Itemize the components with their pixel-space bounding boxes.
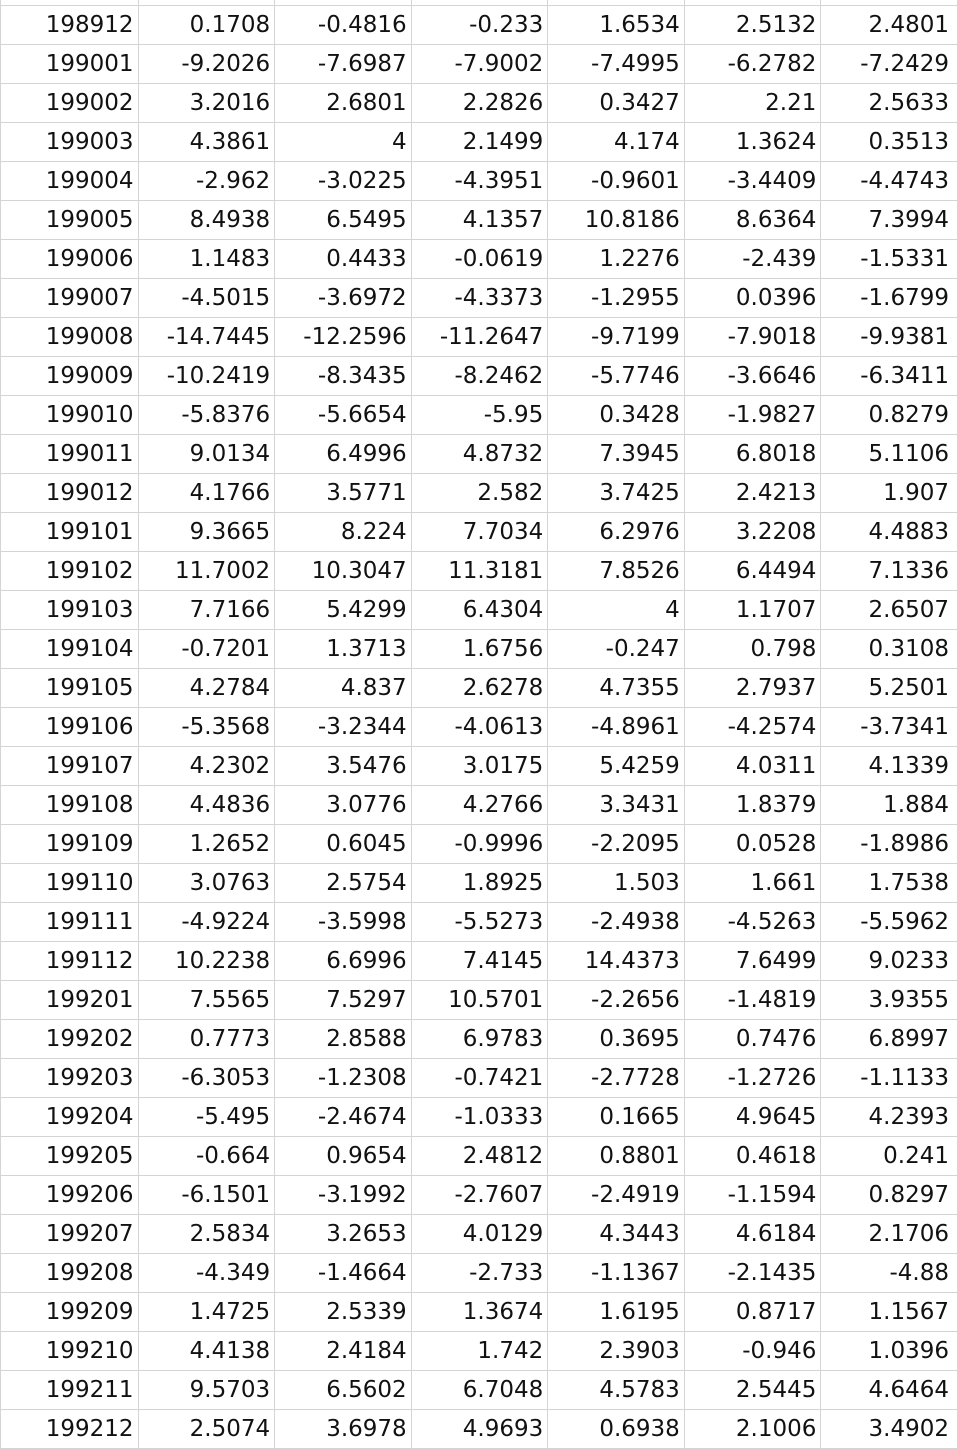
date-cell[interactable]: 199010	[1, 395, 139, 434]
table-row	[1, 1019, 958, 1058]
value-cell[interactable]: 0.7773	[138, 1019, 275, 1058]
date-cell[interactable]: 199111	[1, 902, 139, 941]
value-cell[interactable]: 1.907	[821, 473, 958, 512]
value-cell[interactable]: -11.2647	[411, 317, 548, 356]
date-cell[interactable]: 199003	[1, 122, 139, 161]
value-cell[interactable]: 1.2276	[548, 239, 685, 278]
value-cell[interactable]: 1.3674	[411, 1292, 548, 1331]
value-cell[interactable]: 2.6801	[275, 83, 412, 122]
date-cell[interactable]: 199211	[1, 1370, 139, 1409]
value-cell[interactable]: -1.4664	[275, 1253, 412, 1292]
value-cell[interactable]: 11.7002	[138, 551, 275, 590]
value-cell[interactable]: 6.5602	[275, 1370, 412, 1409]
value-cell[interactable]: -6.2782	[684, 44, 821, 83]
value-cell[interactable]: 2.5633	[821, 83, 958, 122]
value-cell[interactable]: 4.2784	[138, 668, 275, 707]
value-cell[interactable]: 3.0763	[138, 863, 275, 902]
value-cell[interactable]: -3.4409	[684, 161, 821, 200]
value-cell[interactable]: -4.0613	[411, 707, 548, 746]
value-cell[interactable]: 4.1766	[138, 473, 275, 512]
table-row	[1, 1214, 958, 1253]
value-cell[interactable]: 0.6045	[275, 824, 412, 863]
value-cell[interactable]: 0.3695	[548, 1019, 685, 1058]
value-cell[interactable]: -8.3435	[275, 356, 412, 395]
value-cell[interactable]: 2.1006	[684, 1409, 821, 1448]
value-cell[interactable]: 4.0129	[411, 1214, 548, 1253]
table-row	[1, 1331, 958, 1370]
value-cell[interactable]: 4.837	[275, 668, 412, 707]
value-cell[interactable]: 4.4138	[138, 1331, 275, 1370]
value-cell[interactable]: 1.3624	[684, 122, 821, 161]
value-cell[interactable]: -8.2462	[411, 356, 548, 395]
value-cell[interactable]: 3.0776	[275, 785, 412, 824]
value-cell[interactable]: 3.2016	[138, 83, 275, 122]
date-cell[interactable]: 199206	[1, 1175, 139, 1214]
date-cell[interactable]: 199110	[1, 863, 139, 902]
value-cell[interactable]: 1.1567	[821, 1292, 958, 1331]
table-row	[1, 902, 958, 941]
value-cell[interactable]: 9.3665	[138, 512, 275, 551]
value-cell[interactable]: -7.9018	[684, 317, 821, 356]
value-cell[interactable]: -1.2726	[684, 1058, 821, 1097]
value-cell[interactable]: -0.0619	[411, 239, 548, 278]
value-cell[interactable]: 0.8279	[821, 395, 958, 434]
value-cell[interactable]: 7.7166	[138, 590, 275, 629]
table-row	[1, 512, 958, 551]
value-cell[interactable]: -1.5331	[821, 239, 958, 278]
value-cell[interactable]: -5.7746	[548, 356, 685, 395]
value-cell[interactable]: 9.0134	[138, 434, 275, 473]
value-cell[interactable]: 0.3513	[821, 122, 958, 161]
table-row	[1, 356, 958, 395]
value-cell[interactable]: -0.9996	[411, 824, 548, 863]
table-row	[1, 785, 958, 824]
value-cell[interactable]: 0.1708	[138, 5, 275, 44]
value-cell[interactable]: 4.8732	[411, 434, 548, 473]
value-cell[interactable]: 1.7538	[821, 863, 958, 902]
value-cell[interactable]: -0.946	[684, 1331, 821, 1370]
date-cell[interactable]: 199011	[1, 434, 139, 473]
value-cell[interactable]: -9.2026	[138, 44, 275, 83]
table-row	[1, 317, 958, 356]
date-cell[interactable]: 199212	[1, 1409, 139, 1448]
value-cell[interactable]: 0.6938	[548, 1409, 685, 1448]
value-cell[interactable]: 2.4801	[821, 5, 958, 44]
value-cell[interactable]: 6.9783	[411, 1019, 548, 1058]
value-cell[interactable]: 6.4304	[411, 590, 548, 629]
value-cell[interactable]: 7.3994	[821, 200, 958, 239]
value-cell[interactable]: 4.6464	[821, 1370, 958, 1409]
value-cell[interactable]: 2.5339	[275, 1292, 412, 1331]
date-cell[interactable]: 199001	[1, 44, 139, 83]
date-cell[interactable]: 199108	[1, 785, 139, 824]
table-row	[1, 473, 958, 512]
value-cell[interactable]: -2.439	[684, 239, 821, 278]
value-cell[interactable]: 2.4184	[275, 1331, 412, 1370]
value-cell[interactable]: 4.1339	[821, 746, 958, 785]
date-cell[interactable]: 199012	[1, 473, 139, 512]
value-cell[interactable]: 0.0528	[684, 824, 821, 863]
value-cell[interactable]: -2.4919	[548, 1175, 685, 1214]
table-row	[1, 863, 958, 902]
value-cell[interactable]: 3.4902	[821, 1409, 958, 1448]
value-cell[interactable]: 6.6996	[275, 941, 412, 980]
value-cell[interactable]: -5.8376	[138, 395, 275, 434]
value-cell[interactable]: 4.0311	[684, 746, 821, 785]
value-cell[interactable]: 2.582	[411, 473, 548, 512]
value-cell[interactable]: 4.9645	[684, 1097, 821, 1136]
value-cell[interactable]: 4	[548, 590, 685, 629]
value-cell[interactable]: -2.2095	[548, 824, 685, 863]
value-cell[interactable]: -5.5273	[411, 902, 548, 941]
value-cell[interactable]: -5.6654	[275, 395, 412, 434]
value-cell[interactable]: 4.4883	[821, 512, 958, 551]
value-cell[interactable]: 6.7048	[411, 1370, 548, 1409]
value-cell[interactable]: -5.3568	[138, 707, 275, 746]
date-cell[interactable]: 199102	[1, 551, 139, 590]
value-cell[interactable]: -1.2308	[275, 1058, 412, 1097]
value-cell[interactable]: 0.798	[684, 629, 821, 668]
value-cell[interactable]: -3.0225	[275, 161, 412, 200]
date-cell[interactable]: 199106	[1, 707, 139, 746]
value-cell[interactable]: -0.664	[138, 1136, 275, 1175]
table-row	[1, 1097, 958, 1136]
value-cell[interactable]: 0.4433	[275, 239, 412, 278]
value-cell[interactable]: 5.4299	[275, 590, 412, 629]
table-row	[1, 5, 958, 44]
value-cell[interactable]: -6.3053	[138, 1058, 275, 1097]
value-cell[interactable]: 2.1706	[821, 1214, 958, 1253]
grid-body	[1, 0, 958, 1448]
value-cell[interactable]: 4.3861	[138, 122, 275, 161]
value-cell[interactable]: -3.6646	[684, 356, 821, 395]
value-cell[interactable]: 2.4213	[684, 473, 821, 512]
value-cell[interactable]: -4.4743	[821, 161, 958, 200]
value-cell[interactable]: 10.2238	[138, 941, 275, 980]
value-cell[interactable]: 5.2501	[821, 668, 958, 707]
value-cell[interactable]: 2.5132	[684, 5, 821, 44]
value-cell[interactable]: 0.3108	[821, 629, 958, 668]
value-cell[interactable]: 14.4373	[548, 941, 685, 980]
table-row	[1, 1409, 958, 1448]
date-cell[interactable]: 199005	[1, 200, 139, 239]
value-cell[interactable]: 6.8997	[821, 1019, 958, 1058]
value-cell[interactable]: 3.2208	[684, 512, 821, 551]
value-cell[interactable]: 0.3428	[548, 395, 685, 434]
date-cell[interactable]: 199209	[1, 1292, 139, 1331]
value-cell[interactable]: -2.733	[411, 1253, 548, 1292]
value-cell[interactable]: 6.8018	[684, 434, 821, 473]
value-cell[interactable]: 3.0175	[411, 746, 548, 785]
table-row	[1, 122, 958, 161]
value-cell[interactable]: -2.4938	[548, 902, 685, 941]
value-cell[interactable]: 4.9693	[411, 1409, 548, 1448]
table-row	[1, 590, 958, 629]
value-cell[interactable]: 3.6978	[275, 1409, 412, 1448]
value-cell[interactable]: 11.3181	[411, 551, 548, 590]
value-cell[interactable]: 0.4618	[684, 1136, 821, 1175]
date-cell[interactable]: 199205	[1, 1136, 139, 1175]
value-cell[interactable]: 0.3427	[548, 83, 685, 122]
value-cell[interactable]: 10.3047	[275, 551, 412, 590]
value-cell[interactable]: 1.742	[411, 1331, 548, 1370]
value-cell[interactable]: 5.1106	[821, 434, 958, 473]
date-cell[interactable]: 198912	[1, 5, 139, 44]
value-cell[interactable]: 1.1483	[138, 239, 275, 278]
date-cell[interactable]: 199204	[1, 1097, 139, 1136]
date-cell[interactable]: 199105	[1, 668, 139, 707]
value-cell[interactable]: -2.1435	[684, 1253, 821, 1292]
value-cell[interactable]: 4.6184	[684, 1214, 821, 1253]
value-cell[interactable]: 4.174	[548, 122, 685, 161]
value-cell[interactable]: 2.8588	[275, 1019, 412, 1058]
value-cell[interactable]: 2.5834	[138, 1214, 275, 1253]
date-cell[interactable]: 199004	[1, 161, 139, 200]
table-row	[1, 1292, 958, 1331]
value-cell[interactable]: 1.8925	[411, 863, 548, 902]
value-cell[interactable]: -6.3411	[821, 356, 958, 395]
value-cell[interactable]: 7.8526	[548, 551, 685, 590]
value-cell[interactable]: 1.884	[821, 785, 958, 824]
value-cell[interactable]: 2.2826	[411, 83, 548, 122]
value-cell[interactable]: -4.5015	[138, 278, 275, 317]
value-cell[interactable]: -12.2596	[275, 317, 412, 356]
value-cell[interactable]: 2.6507	[821, 590, 958, 629]
value-cell[interactable]: -3.1992	[275, 1175, 412, 1214]
table-row	[1, 395, 958, 434]
value-cell[interactable]: -0.7421	[411, 1058, 548, 1097]
value-cell[interactable]: 7.7034	[411, 512, 548, 551]
value-cell[interactable]: 0.8801	[548, 1136, 685, 1175]
value-cell[interactable]: -1.2955	[548, 278, 685, 317]
value-cell[interactable]: 1.1707	[684, 590, 821, 629]
value-cell[interactable]: -0.247	[548, 629, 685, 668]
table-row	[1, 668, 958, 707]
date-cell[interactable]: 199006	[1, 239, 139, 278]
value-cell[interactable]: -7.4995	[548, 44, 685, 83]
value-cell[interactable]: 2.7937	[684, 668, 821, 707]
value-cell[interactable]: -9.7199	[548, 317, 685, 356]
value-cell[interactable]: 4.2766	[411, 785, 548, 824]
value-cell[interactable]: 0.0396	[684, 278, 821, 317]
value-cell[interactable]: 1.0396	[821, 1331, 958, 1370]
value-cell[interactable]: 0.7476	[684, 1019, 821, 1058]
date-cell[interactable]: 199103	[1, 590, 139, 629]
value-cell[interactable]: -1.1594	[684, 1175, 821, 1214]
date-cell[interactable]: 199208	[1, 1253, 139, 1292]
value-cell[interactable]: -1.1133	[821, 1058, 958, 1097]
value-cell[interactable]: 4.2393	[821, 1097, 958, 1136]
table-row	[1, 200, 958, 239]
value-cell[interactable]: 4	[275, 122, 412, 161]
date-cell[interactable]: 199104	[1, 629, 139, 668]
value-cell[interactable]: -3.7341	[821, 707, 958, 746]
date-cell[interactable]: 199203	[1, 1058, 139, 1097]
value-cell[interactable]: -4.9224	[138, 902, 275, 941]
date-cell[interactable]: 199207	[1, 1214, 139, 1253]
value-cell[interactable]: 2.21	[684, 83, 821, 122]
value-cell[interactable]: -2.4674	[275, 1097, 412, 1136]
value-cell[interactable]: 0.241	[821, 1136, 958, 1175]
value-cell[interactable]: 4.5783	[548, 1370, 685, 1409]
value-cell[interactable]: -4.5263	[684, 902, 821, 941]
value-cell[interactable]: 7.6499	[684, 941, 821, 980]
value-cell[interactable]: -2.7607	[411, 1175, 548, 1214]
value-cell[interactable]: -0.9601	[548, 161, 685, 200]
value-cell[interactable]: 2.3903	[548, 1331, 685, 1370]
value-cell[interactable]: 7.1336	[821, 551, 958, 590]
value-cell[interactable]: 8.4938	[138, 200, 275, 239]
value-cell[interactable]: -9.9381	[821, 317, 958, 356]
value-cell[interactable]: -4.2574	[684, 707, 821, 746]
value-cell[interactable]: -0.7201	[138, 629, 275, 668]
table-row	[1, 1058, 958, 1097]
value-cell[interactable]: -4.3373	[411, 278, 548, 317]
value-cell[interactable]: -4.8961	[548, 707, 685, 746]
value-cell[interactable]: 1.6756	[411, 629, 548, 668]
table-row	[1, 980, 958, 1019]
value-cell[interactable]: 6.4494	[684, 551, 821, 590]
date-cell[interactable]: 199210	[1, 1331, 139, 1370]
value-cell[interactable]: 2.5754	[275, 863, 412, 902]
value-cell[interactable]: 2.1499	[411, 122, 548, 161]
table-row	[1, 1136, 958, 1175]
date-cell[interactable]: 199201	[1, 980, 139, 1019]
value-cell[interactable]: -1.0333	[411, 1097, 548, 1136]
value-cell[interactable]: -1.6799	[821, 278, 958, 317]
value-cell[interactable]: -3.2344	[275, 707, 412, 746]
value-cell[interactable]: 1.8379	[684, 785, 821, 824]
table-row	[1, 1253, 958, 1292]
value-cell[interactable]: -7.2429	[821, 44, 958, 83]
table-row	[1, 824, 958, 863]
value-cell[interactable]: -14.7445	[138, 317, 275, 356]
value-cell[interactable]: -4.349	[138, 1253, 275, 1292]
value-cell[interactable]: 3.9355	[821, 980, 958, 1019]
value-cell[interactable]: -2.962	[138, 161, 275, 200]
value-cell[interactable]: 1.3713	[275, 629, 412, 668]
value-cell[interactable]: 0.9654	[275, 1136, 412, 1175]
value-cell[interactable]: 1.503	[548, 863, 685, 902]
value-cell[interactable]: 3.7425	[548, 473, 685, 512]
date-cell[interactable]: 199109	[1, 824, 139, 863]
value-cell[interactable]: -1.9827	[684, 395, 821, 434]
value-cell[interactable]: -5.5962	[821, 902, 958, 941]
value-cell[interactable]: 9.5703	[138, 1370, 275, 1409]
table-row	[1, 746, 958, 785]
value-cell[interactable]: 8.224	[275, 512, 412, 551]
value-cell[interactable]: -1.8986	[821, 824, 958, 863]
value-cell[interactable]: -2.7728	[548, 1058, 685, 1097]
value-cell[interactable]: 9.0233	[821, 941, 958, 980]
value-cell[interactable]: 1.2652	[138, 824, 275, 863]
date-cell[interactable]: 199002	[1, 83, 139, 122]
table-row	[1, 707, 958, 746]
value-cell[interactable]: 10.8186	[548, 200, 685, 239]
value-cell[interactable]: 2.5074	[138, 1409, 275, 1448]
value-cell[interactable]: 4.1357	[411, 200, 548, 239]
date-cell[interactable]: 199008	[1, 317, 139, 356]
table-row	[1, 278, 958, 317]
value-cell[interactable]: -1.4819	[684, 980, 821, 1019]
value-cell[interactable]: 0.1665	[548, 1097, 685, 1136]
value-cell[interactable]: 7.4145	[411, 941, 548, 980]
value-cell[interactable]: 6.2976	[548, 512, 685, 551]
date-cell[interactable]: 199009	[1, 356, 139, 395]
value-cell[interactable]: 4.2302	[138, 746, 275, 785]
value-cell[interactable]: 3.5771	[275, 473, 412, 512]
table-row	[1, 239, 958, 278]
table-row	[1, 434, 958, 473]
value-cell[interactable]: 2.5445	[684, 1370, 821, 1409]
value-cell[interactable]: 4.3443	[548, 1214, 685, 1253]
value-cell[interactable]: 7.5297	[275, 980, 412, 1019]
value-cell[interactable]: -5.495	[138, 1097, 275, 1136]
value-cell[interactable]: 7.3945	[548, 434, 685, 473]
value-cell[interactable]: 1.6534	[548, 5, 685, 44]
table-row	[1, 1175, 958, 1214]
table-row	[1, 161, 958, 200]
table-row	[1, 83, 958, 122]
value-cell[interactable]: 2.4812	[411, 1136, 548, 1175]
value-cell[interactable]: -1.1367	[548, 1253, 685, 1292]
date-cell[interactable]: 199007	[1, 278, 139, 317]
value-cell[interactable]: 6.4996	[275, 434, 412, 473]
value-cell[interactable]: 1.661	[684, 863, 821, 902]
date-cell[interactable]: 199112	[1, 941, 139, 980]
table-row	[1, 551, 958, 590]
value-cell[interactable]: 4.7355	[548, 668, 685, 707]
value-cell[interactable]: -2.2656	[548, 980, 685, 1019]
table-row	[1, 629, 958, 668]
value-cell[interactable]: -7.9002	[411, 44, 548, 83]
table-row	[1, 941, 958, 980]
value-cell[interactable]: -0.4816	[275, 5, 412, 44]
value-cell[interactable]: -5.95	[411, 395, 548, 434]
value-cell[interactable]: 3.5476	[275, 746, 412, 785]
value-cell[interactable]: -3.6972	[275, 278, 412, 317]
value-cell[interactable]: 2.6278	[411, 668, 548, 707]
value-cell[interactable]: 6.5495	[275, 200, 412, 239]
value-cell[interactable]: -3.5998	[275, 902, 412, 941]
value-cell[interactable]: -10.2419	[138, 356, 275, 395]
value-cell[interactable]: 1.4725	[138, 1292, 275, 1331]
value-cell[interactable]: 1.6195	[548, 1292, 685, 1331]
value-cell[interactable]: 8.6364	[684, 200, 821, 239]
value-cell[interactable]: -4.3951	[411, 161, 548, 200]
date-cell[interactable]: 199202	[1, 1019, 139, 1058]
value-cell[interactable]: 4.4836	[138, 785, 275, 824]
date-cell[interactable]: 199101	[1, 512, 139, 551]
value-cell[interactable]: -7.6987	[275, 44, 412, 83]
value-cell[interactable]: 10.5701	[411, 980, 548, 1019]
value-cell[interactable]: 3.3431	[548, 785, 685, 824]
value-cell[interactable]: 5.4259	[548, 746, 685, 785]
table-row	[1, 1370, 958, 1409]
value-cell[interactable]: 3.2653	[275, 1214, 412, 1253]
value-cell[interactable]: 0.8297	[821, 1175, 958, 1214]
value-cell[interactable]: -0.233	[411, 5, 548, 44]
table-row	[1, 44, 958, 83]
value-cell[interactable]: 7.5565	[138, 980, 275, 1019]
value-cell[interactable]: 0.8717	[684, 1292, 821, 1331]
date-cell[interactable]: 199107	[1, 746, 139, 785]
value-cell[interactable]: -6.1501	[138, 1175, 275, 1214]
value-cell[interactable]: -4.88	[821, 1253, 958, 1292]
